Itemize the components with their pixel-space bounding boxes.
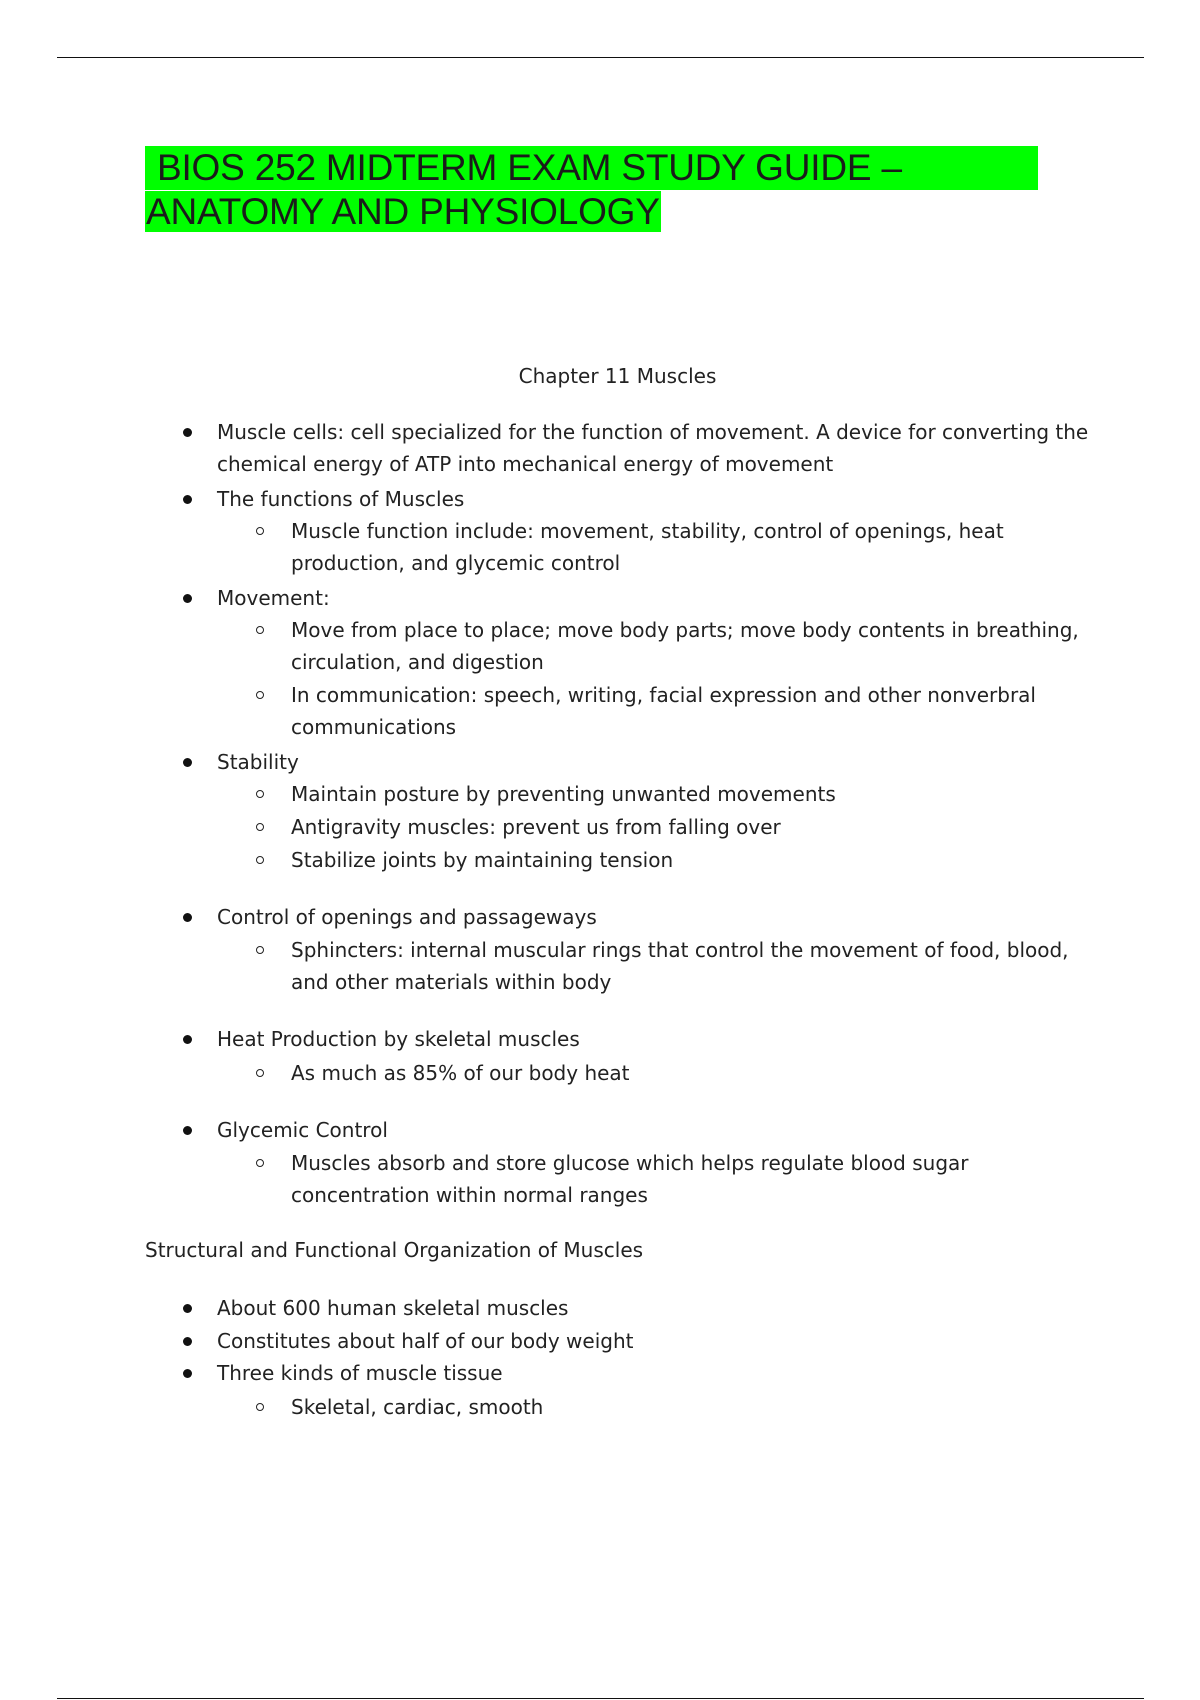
chapter-heading: Chapter 11 Muscles	[518, 364, 717, 388]
bullet-icon	[183, 1035, 192, 1044]
section-heading: Structural and Functional Organization of Muscles	[145, 1238, 644, 1262]
list-item: Muscle function include: movement, stability, control of openings, heat production, and glycemic control	[291, 519, 1004, 575]
list-item: Control of openings and passageways	[217, 905, 597, 929]
title-line-1: BIOS 252 MIDTERM EXAM STUDY GUIDE –	[145, 146, 1038, 190]
list-item: Maintain posture by preventing unwanted movements	[291, 782, 836, 806]
bullet-icon	[183, 495, 192, 504]
circle-bullet-icon	[256, 946, 264, 954]
circle-bullet-icon	[256, 856, 264, 864]
list-item: Antigravity muscles: prevent us from falling over	[291, 815, 781, 839]
list-item: Stability	[217, 750, 299, 774]
list-item: Muscles absorb and store glucose which helps regulate blood sugar concentration within normal ranges	[291, 1151, 969, 1207]
list-item: The functions of Muscles	[217, 487, 465, 511]
bullet-icon	[183, 594, 192, 603]
document-title	[145, 146, 965, 234]
bullet-icon	[183, 1126, 192, 1135]
circle-bullet-icon	[256, 1159, 264, 1167]
circle-bullet-icon	[256, 527, 264, 535]
list-item: Glycemic Control	[217, 1118, 388, 1142]
top-rule	[57, 57, 1144, 58]
bullet-icon	[183, 758, 192, 767]
list-item: About 600 human skeletal muscles	[217, 1296, 569, 1320]
bullet-icon	[183, 428, 192, 437]
list-item: Move from place to place; move body parts; move body contents in breathing, circulation, and digestion	[291, 618, 1079, 674]
bottom-rule	[57, 1698, 1144, 1699]
bullet-icon	[183, 913, 192, 922]
circle-bullet-icon	[256, 790, 264, 798]
list-item: Constitutes about half of our body weight	[217, 1329, 634, 1353]
list-item: Movement:	[217, 586, 330, 610]
list-item: Heat Production by skeletal muscles	[217, 1027, 580, 1051]
list-item: Muscle cells: cell specialized for the function of movement. A device for converting the chemical energy of ATP into mechanical energy of movement	[217, 420, 1089, 476]
circle-bullet-icon	[256, 1069, 264, 1077]
bullet-icon	[183, 1337, 192, 1346]
circle-bullet-icon	[256, 691, 264, 699]
list-item: Skeletal, cardiac, smooth	[291, 1395, 544, 1419]
bullet-icon	[183, 1304, 192, 1313]
list-item: Stabilize joints by maintaining tension	[291, 848, 674, 872]
title-line-2: ANATOMY AND PHYSIOLOGY	[146, 191, 660, 232]
list-item: In communication: speech, writing, facial expression and other nonverbral communications	[291, 683, 1036, 739]
circle-bullet-icon	[256, 626, 264, 634]
list-item: Sphincters: internal muscular rings that control the movement of food, blood, and other materials within body	[291, 938, 1069, 994]
list-item: Three kinds of muscle tissue	[217, 1361, 503, 1385]
circle-bullet-icon	[256, 823, 264, 831]
list-item: As much as 85% of our body heat	[291, 1061, 630, 1085]
circle-bullet-icon	[256, 1403, 264, 1411]
bullet-icon	[183, 1369, 192, 1378]
